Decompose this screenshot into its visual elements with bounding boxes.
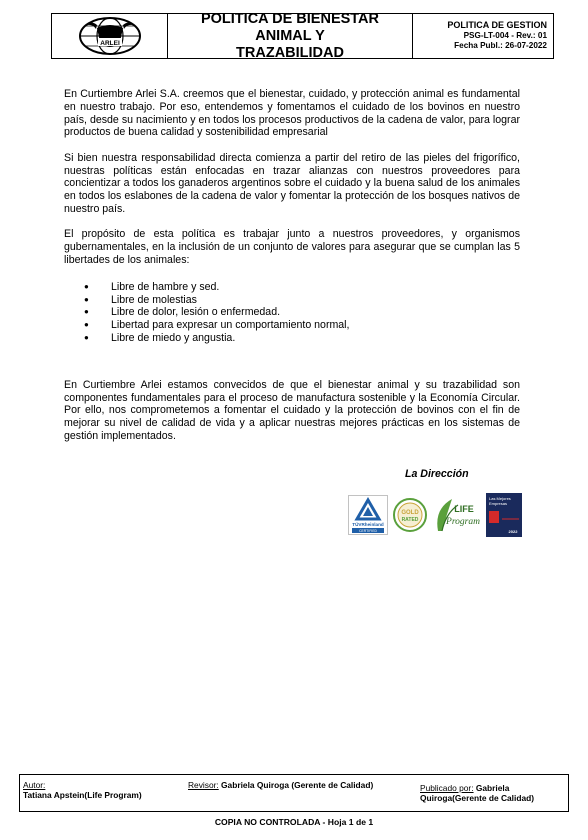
rated-text: RATED: [401, 517, 419, 523]
life-leaf-icon: [432, 495, 482, 535]
life-text: LIFE: [454, 504, 474, 514]
published-label: Publicado por:: [420, 783, 474, 793]
reviewer-label: Revisor:: [188, 780, 219, 790]
footer-published: [417, 775, 568, 811]
reviewer-name: Gabriela Quiroga (Gerente de Calidad): [218, 780, 374, 790]
tuv-text: TÜVRheinland: [352, 522, 384, 527]
published-name-2: Quiroga(Gerente de Calidad): [420, 793, 535, 803]
list-item: ● Libre de dolor, lesión o enfermedad.: [64, 306, 520, 319]
tuv-sub: CERTIFIED: [359, 529, 377, 533]
list-item: ● Libertad para expresar un comportamiento normal,: [64, 319, 520, 332]
policy-body: [64, 88, 520, 455]
paragraph-3: El propósito de esta política es trabajar junto a nuestros proveedores, y organismos gubernamentales, en la inclusión de un conjunto de valores para asegurar que se cumplan las 5 libertades de los animales:: [64, 228, 520, 266]
doc-code-revision: PSG-LT-004 - Rev.: 01: [463, 30, 547, 40]
document-header: [51, 10, 554, 61]
title-line-2: TRAZABILIDAD: [236, 44, 344, 61]
list-item: ● Libre de miedo y angustia.: [64, 332, 520, 345]
uncontrolled-copy-note: COPIA NO CONTROLADA - Hoja 1 de 1: [214, 817, 374, 827]
tuv-badge: [348, 495, 388, 535]
bull-globe-logo-icon: [77, 16, 143, 56]
doc-type: POLITICA DE GESTION: [447, 20, 547, 31]
best-company-text-2: Empresas: [489, 501, 508, 506]
gold-rated-seal-icon: [392, 497, 428, 533]
gold-rated-badge: [392, 497, 428, 533]
gold-text: GOLD: [401, 510, 419, 516]
certification-badges: [348, 493, 522, 537]
best-company-badge: [486, 493, 522, 537]
paragraph-1: En Curtiembre Arlei S.A. creemos que el bienestar, cuidado, y protección animal es fundamental en nuestro trabajo. Por eso, entendemos y fomentamos el cuidado de los bovinos en nuestro país, desde su nacimiento y en todos los procesos productivos de la cadena de valor, para lograr productos de buena calidad y sostenibilidad empresarial: [64, 88, 520, 139]
logo-text: ARLEI: [99, 40, 120, 47]
list-item: ● Libre de molestias: [64, 294, 520, 307]
footer-reviewer: [185, 775, 417, 811]
signature: La Dirección: [405, 468, 469, 480]
freedoms-list: [64, 281, 520, 345]
program-text: Program: [446, 517, 480, 527]
best-company-badge-icon: [486, 493, 522, 537]
document-meta: [413, 14, 553, 58]
published-name-1: Gabriela: [473, 783, 510, 793]
document-title: [168, 10, 413, 61]
closing-paragraph: En Curtiembre Arlei estamos convecidos de que el bienestar animal y su trazabilidad son componentes fundamentales para el proceso de manufactura sostenible y la Economía Circular. Por ello, nos comprometemos a fomentar el cuidado y la protección de bovinos con el fin de mejorar su nivel de calidad de vida y a aplicar nuestras mejores prácticas en los sistemas de gestión implementados.: [64, 378, 520, 442]
footer-author: [20, 775, 185, 811]
title-line-1: POLITICA DE BIENESTAR ANIMAL Y: [200, 10, 380, 44]
best-company-year: 2022: [508, 529, 518, 534]
best-company-text-1: Las Mejores: [489, 496, 511, 501]
list-item: ● Libre de hambre y sed.: [64, 281, 520, 294]
paragraph-2: Si bien nuestra responsabilidad directa comienza a partir del retiro de las pieles del frigorífico, nuestras políticas están enfocadas en trazar alianzas con nuestros proveedores para concientizar a todos los ganaderos argentinos sobre el cuidado y la buena salud de los animales en todos los eslabones de la cadena de valor y fomentar la protección de los bosques nativos de nuestro país.: [64, 151, 520, 215]
company-logo: [52, 14, 168, 58]
author-name: Tatiana Apstein(Life Program): [23, 790, 142, 800]
life-program-badge: [432, 495, 482, 535]
document-footer: [19, 774, 569, 812]
doc-publication-date: Fecha Publ.: 26-07-2022: [454, 41, 547, 51]
author-label: Autor:: [23, 780, 46, 790]
tuv-triangle-icon: [348, 495, 388, 535]
